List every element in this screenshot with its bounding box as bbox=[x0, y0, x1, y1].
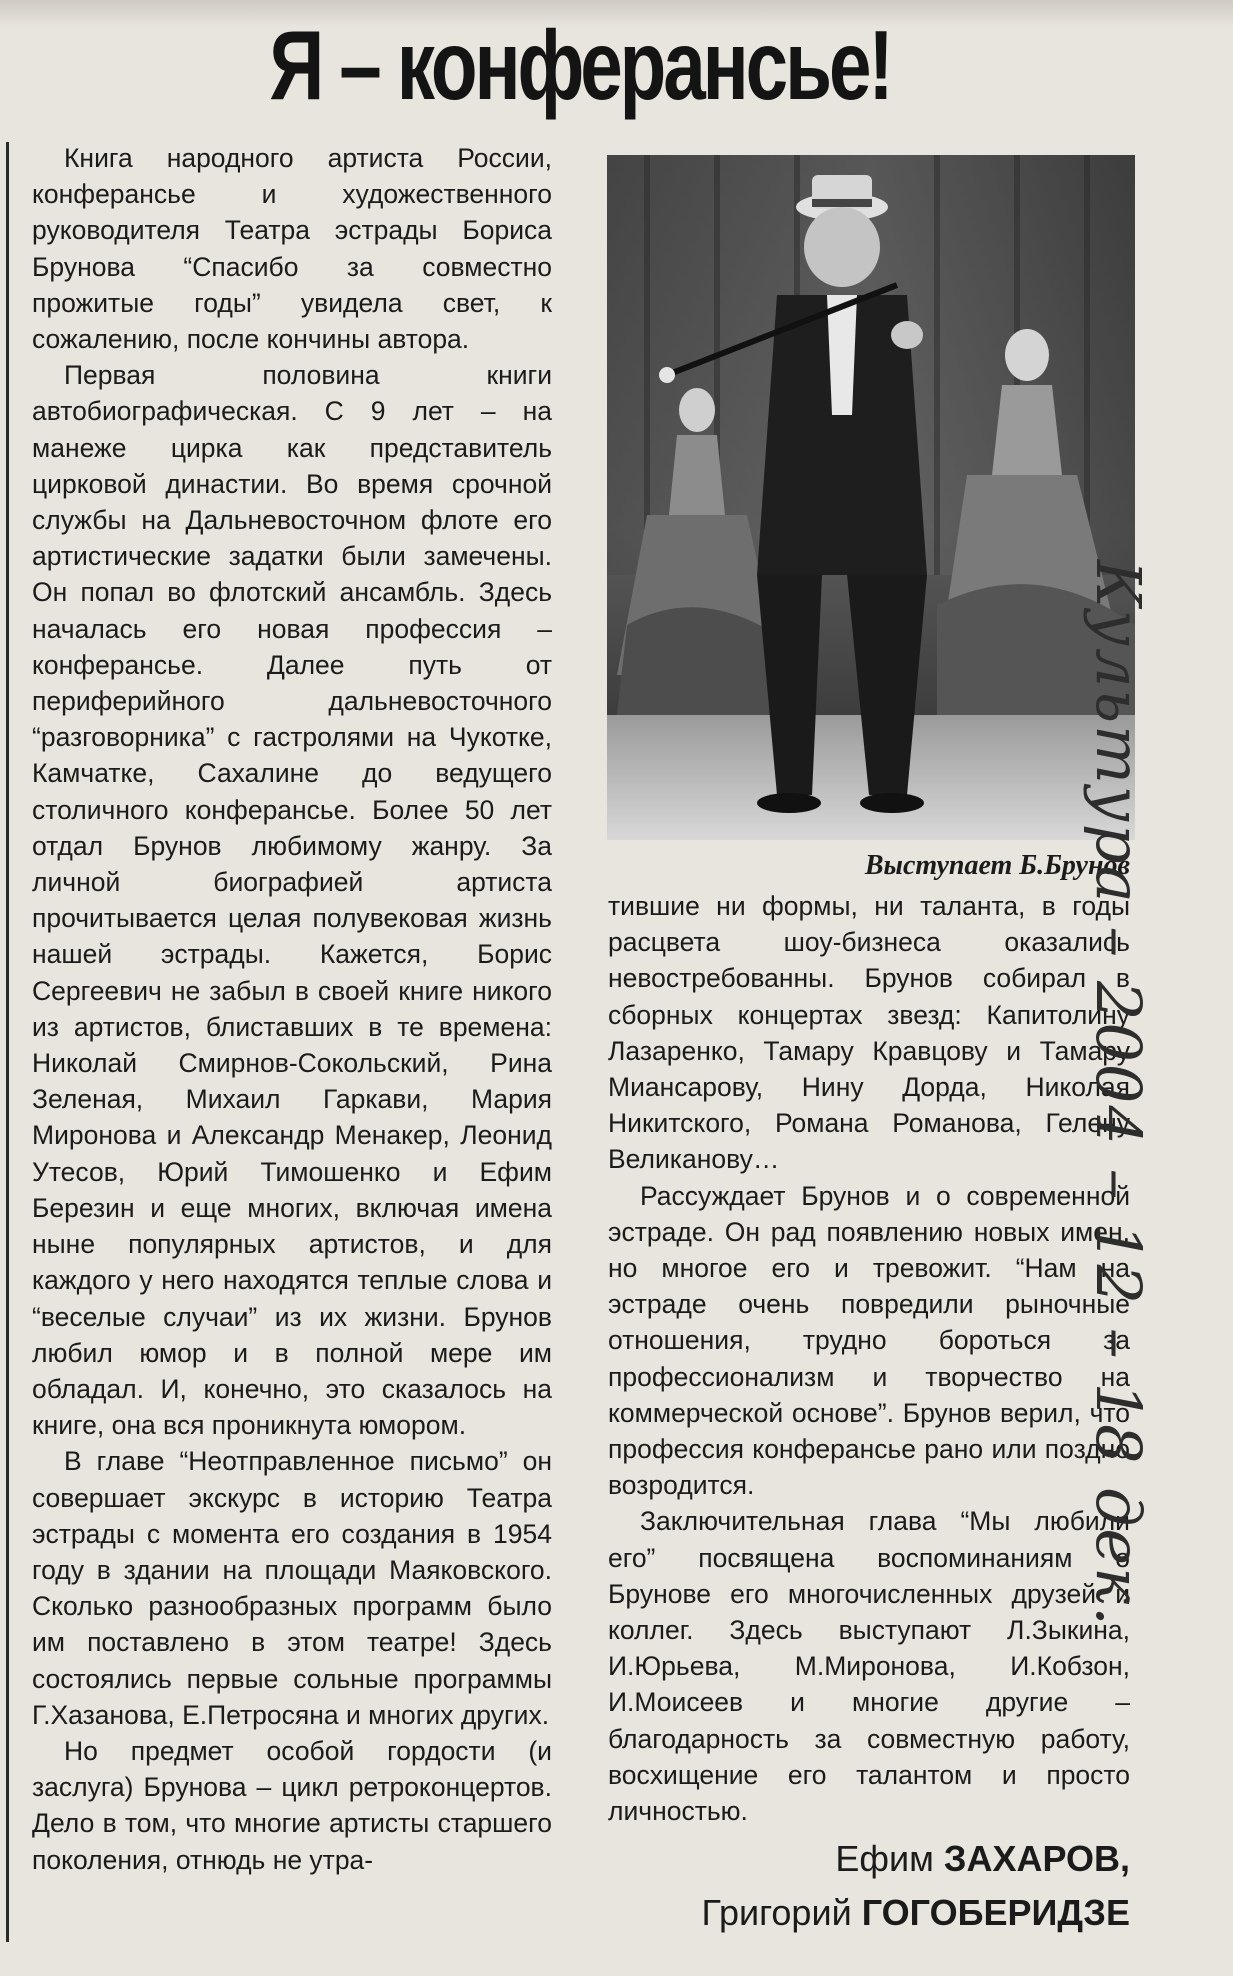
photo-caption: Выступает Б.Брунов bbox=[864, 850, 1130, 881]
article-authors bbox=[701, 1832, 1130, 1940]
author-surname: ЗАХАРОВ, bbox=[943, 1838, 1130, 1879]
photo-image bbox=[607, 155, 1135, 840]
handwritten-source-note: Культура – 2004 – 12 – 18 дек. bbox=[1082, 560, 1155, 1628]
column-rule bbox=[6, 142, 9, 1942]
author-line bbox=[701, 1886, 1130, 1940]
paragraph: Первая половина книги автобиографическая. С 9 лет – на манеже цирка как представитель цирковой династии. Во время срочной службы на Дальневосточном флоте его артистические задатки были замечены. Он попал во флотский ансамбль. Здесь началась его новая профессия – конферансье. Далее путь от периферийного дальневосточного “разговорника” с гастролями на Чукотке, Камчатке, Сахалине до ведущего столичного конферансье. Более 50 лет отдал Брунов любимому жанру. За личной биографией артиста прочитывается целая полувековая жизнь нашей эстрады. Кажется, Борис Сергеевич не забыл в своей книге никого из артистов, блиставших в те времена: Николай Смирнов-Сокольский, Рина Зеленая, Михаил Гаркави, Мария Миронова и Александр Менакер, Леонид Утесов, Юрий Тимошенко и Ефим Березин и еще многих, включая имена ныне популярных артистов, и для каждого у него находятся теплые слова и “веселые случаи” из их жизни. Брунов любил юмор и в полной мере им обладал. И, конечно, это сказалось на книге, она вся проникнута юмором. bbox=[32, 360, 552, 1441]
paragraph: тившие ни формы, ни таланта, в годы расцвета шоу-бизнеса оказались невостребованны. Брунов собирал в сборных концертах звезд: Капитолину Лазаренко, Тамару Кравцову и Тамару Миансарову, Нину Дорда, Николая Никитского, Романа Романова, Гелену Великанову… bbox=[608, 891, 1130, 1175]
right-column bbox=[608, 888, 1130, 1829]
author-first-name: Ефим bbox=[835, 1838, 934, 1879]
author-first-name: Григорий bbox=[701, 1892, 852, 1933]
paragraph: Книга народного артиста России, конферансье и художественного руководителя Театра эстрады Бориса Брунова “Спасибо за совместно прожитые годы” увидела свет, к сожалению, после кончины автора. bbox=[32, 143, 552, 355]
left-column bbox=[32, 140, 552, 1878]
paragraph: Заключительная глава “Мы любили его” посвящена воспоминаниям о Брунове его многочисленных друзей и коллег. Здесь выступают Л.Зыкина, И.Юрьева, М.Миронова, И.Кобзон, И.Моисеев и многие другие – благодарность за совместную работу, восхищение его талантом и просто личностью. bbox=[608, 1506, 1130, 1827]
paragraph: Но предмет особой гордости (и заслуга) Брунова – цикл ретроконцертов. Дело в том, что многие артисты старшего поколения, отнюдь не утра- bbox=[32, 1735, 552, 1875]
author-surname: ГОГОБЕРИДЗЕ bbox=[861, 1892, 1130, 1933]
paragraph: Рассуждает Брунов и о современной эстраде. Он рад появлению новых имен, но многое его и тревожит. “Нам на эстраде очень повредили рыночные отношения, трудно бороться за профессионализм и творчество на коммерческой основе”. Брунов верил, что профессия конферансье рано или поздно возродится. bbox=[608, 1180, 1130, 1501]
paragraph: В главе “Неотправленное письмо” он совершает экскурс в историю Театра эстрады с момента его создания в 1954 году в здании на площади Маяковского. Сколько разнообразных программ было им поставлено в этом театре! Здесь состоялись первые сольные программы Г.Хазанова, Е.Петросяна и многих других. bbox=[32, 1446, 552, 1730]
article-headline: Я – конферансье! bbox=[269, 10, 891, 120]
performance-photo bbox=[607, 155, 1135, 840]
author-line bbox=[701, 1832, 1130, 1886]
